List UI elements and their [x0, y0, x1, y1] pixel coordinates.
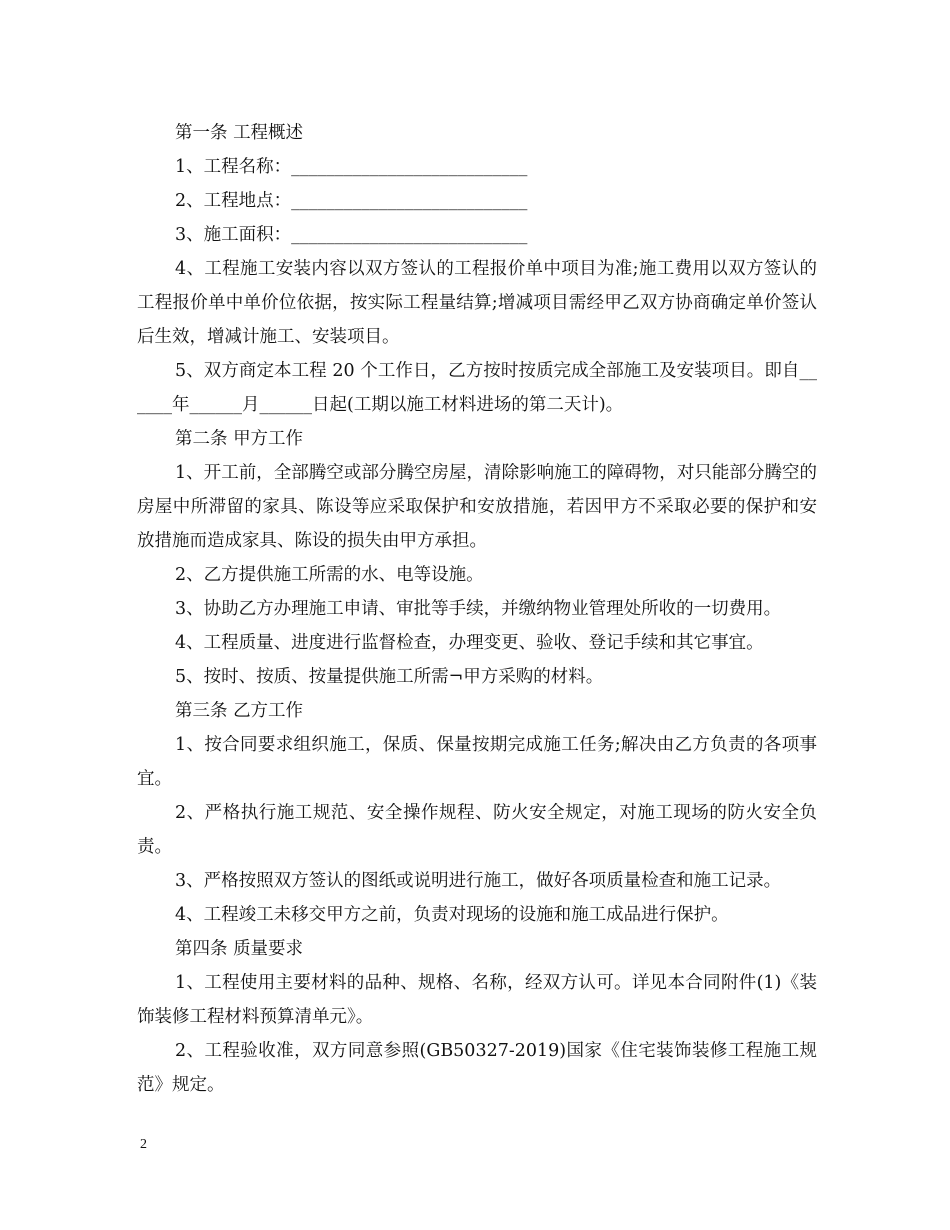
- paragraph-quality-1: 1、工程使用主要材料的品种、规格、名称，经双方认可。详见本合同附件(1)《装饰装修工程材料预算清单元》。: [137, 973, 817, 1027]
- paragraph-project-location: 2、工程地点：___________________________: [175, 191, 528, 211]
- paragraph-project-name: 1、工程名称：___________________________: [175, 157, 528, 177]
- section-heading-4: 第四条 质量要求: [175, 939, 304, 959]
- paragraph-party-b-4: 4、工程竣工未移交甲方之前，负责对现场的设施和施工成品进行保护。: [175, 905, 729, 925]
- paragraph-party-a-3: 3、协助乙方办理施工申请、审批等手续，并缴纳物业管理处所收的一切费用。: [175, 599, 782, 619]
- paragraph-party-a-1: 1、开工前，全部腾空或部分腾空房屋，清除影响施工的障碍物，对只能部分腾空的房屋中所滞留的家具、陈设等应采取保护和安放措施，若因甲方不采取必要的保护和安放措施而造成家具、陈设的损失由甲方承担。: [137, 463, 817, 551]
- paragraph-duration: 5、双方商定本工程 20 个工作日，乙方按时按质完成全部施工及安装项目。即自______年______月______日起(工期以施工材料进场的第二天计)。: [137, 361, 817, 415]
- page-number: 2: [140, 1137, 147, 1152]
- paragraph-party-a-4: 4、工程质量、进度进行监督检查，办理变更、验收、登记手续和其它事宜。: [175, 633, 764, 653]
- paragraph-party-b-2: 2、严格执行施工规范、安全操作规程、防火安全规定，对施工现场的防火安全负责。: [137, 803, 817, 857]
- paragraph-construction-area: 3、施工面积：___________________________: [175, 225, 528, 245]
- paragraph-party-b-1: 1、按合同要求组织施工，保质、保量按期完成施工任务;解决由乙方负责的各项事宜。: [137, 735, 817, 789]
- paragraph-party-a-5: 5、按时、按质、按量提供施工所需¬甲方采购的材料。: [175, 667, 604, 687]
- document-body: [137, 116, 817, 1102]
- paragraph-party-b-3: 3、严格按照双方签认的图纸或说明进行施工，做好各项质量检查和施工记录。: [175, 871, 782, 891]
- section-heading-1: 第一条 工程概述: [175, 123, 304, 143]
- section-heading-3: 第三条 乙方工作: [175, 701, 304, 721]
- paragraph-party-a-2: 2、乙方提供施工所需的水、电等设施。: [175, 565, 484, 585]
- paragraph-quality-2: 2、工程验收准，双方同意参照(GB50327-2019)国家《住宅装饰装修工程施工规范》规定。: [137, 1041, 817, 1095]
- section-heading-2: 第二条 甲方工作: [175, 429, 304, 449]
- paragraph-installation-scope: 4、工程施工安装内容以双方签认的工程报价单中项目为准;施工费用以双方签认的工程报价单中单价位依据，按实际工程量结算;增减项目需经甲乙双方协商确定单价签认后生效，增减计施工、安装项目。: [137, 259, 817, 347]
